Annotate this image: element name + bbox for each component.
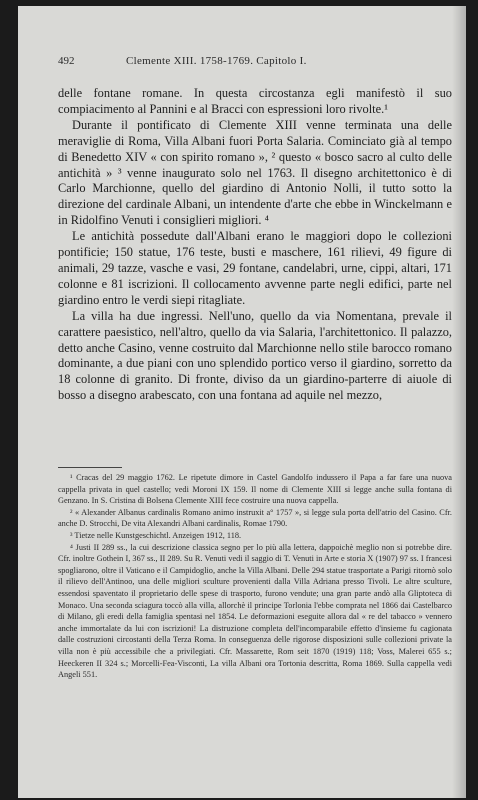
main-text — [58, 86, 452, 404]
paragraph: La villa ha due ingressi. Nell'uno, quello da via Nomentana, prevale il carattere paesistico, nell'altro, quello da via Salaria, l'architettonico. Il palazzo, detto anche Casino, venne costruito dal Marchionne nello stile barocco romano dominante, a due piani con uno splendido portico verso il giardino, sorretto da 18 colonne di granito. Di fronte, diviso da un giardino-parterre di aiuole di bosso a disegno arabescato, con una fontana ad aquile nel mezzo, — [58, 308, 452, 403]
book-page — [18, 6, 466, 798]
footnotes — [58, 472, 452, 681]
page-edge-shadow — [452, 6, 466, 798]
chapter-header: Clemente XIII. 1758-1769. Capitolo I. — [126, 55, 307, 67]
page-number: 492 — [58, 55, 75, 67]
footnote: ¹ Cracas del 29 maggio 1762. Le ripetute dimore in Castel Gandolfo indussero il Papa a far fare una nuova cappella privata in quel castello; vedi Moroni IX 159. Il nome di Clemente XIII si legge anche sulla fontana di Genzano. In S. Cristina di Bolsena Clemente XIII fece costruire una nuova cappella. — [58, 473, 452, 506]
footnote: ⁴ Justi II 289 ss., la cui descrizione classica segno per lo più alla lettera, dappoichè meglio non si potrebbe dire. Cfr. inoltre Gothein I, 367 ss., II 289. Su R. Venuti vedi il saggio di T. Venuti in Arte e storia X (1907) 97 ss. I francesi spogliarono, oltre il Vaticano e il Campidoglio, anche la Villa Albani. Delle 294 statue trasportate a Parigi ritornò solo il rilievo dell'Antinoo, una delle migliori sculture provenienti dalla Villa Adriana presso Tivoli. Le altre sculture, essendosi spaventato il proprietario delle spese di trasporto, furono vendute; una gran parte andò alla Gliptoteca di Monaco. Una seconda sciagura toccò alla villa, allorchè il principe Torlonia l'ebbe comprata nel 1866 dai Castelbarco di Milano, gli eredi della famiglia spentasi nel 1854. Le deformazioni eseguite allora dal « re del tabacco » vennero anche immortalate da lui con iscrizioni! La distruzione completa dell'incomparabile effetto d'insieme fu cagionata dalle costruzioni circostanti della Terza Roma. In conseguenza delle rigorose disposizioni sulle collezioni private la villa non è più accessibile che a privilegiati. Cfr. Massarette, Rom seit 1870 (1919) 118; Voss, Malerei 655 s.; Heeckeren II 324 s.; Morcelli-Fea-Visconti, La villa Albani ora Tortonia descritta, Roma 1869. Sulla cappella vedi Angeli 551. — [58, 542, 452, 680]
footnote: ² « Alexander Albanus cardinalis Romano animo instruxit a° 1757 », si legge sula porta dell'atrio del Casino. Cfr. anche D. Strocchi, De vita Alexandri Albani cardinalis, Romae 1790. — [58, 507, 452, 529]
footnote: ³ Tietze nelle Kunstgeschichtl. Anzeigen 1912, 118. — [70, 530, 242, 540]
paragraph: Le antichità possedute dall'Albani erano le maggiori dopo le collezioni pontificie; 150 statue, 176 teste, busti e maschere, 161 rilievi, 49 figure di animali, 29 tazze, vasche e vasi, 29 fontane, candelabri, urne, cippi, altari, 171 colonne e 81 iscrizioni. Il collocamento avvenne parte negli edifici, parte nel giardino entro le verdi siepi ritagliate. — [58, 229, 452, 307]
paragraph: Durante il pontificato di Clemente XIII venne terminata una delle meraviglie di Roma, Villa Albani fuori Porta Salaria. Cominciato già al tempo di Benedetto XIV « con spirito romano », ² questo « bosco sacro al culto delle antichità » ³ venne inaugurato solo nel 1763. Il disegno architettonico è di Carlo Marchionne, quello del giardino di Antonio Nolli, il tutto sotto la direzione del cardinale Albani, un intendente d'arte che ebbe in Winckelmann e in Ridolfino Venuti i consiglieri migliori. ⁴ — [58, 117, 452, 228]
paragraph: delle fontane romane. In questa circostanza egli manifestò il suo compiacimento al Pannini e al Bracci con espressioni loro rivolte.¹ — [58, 86, 452, 116]
footnote-rule — [58, 467, 122, 468]
